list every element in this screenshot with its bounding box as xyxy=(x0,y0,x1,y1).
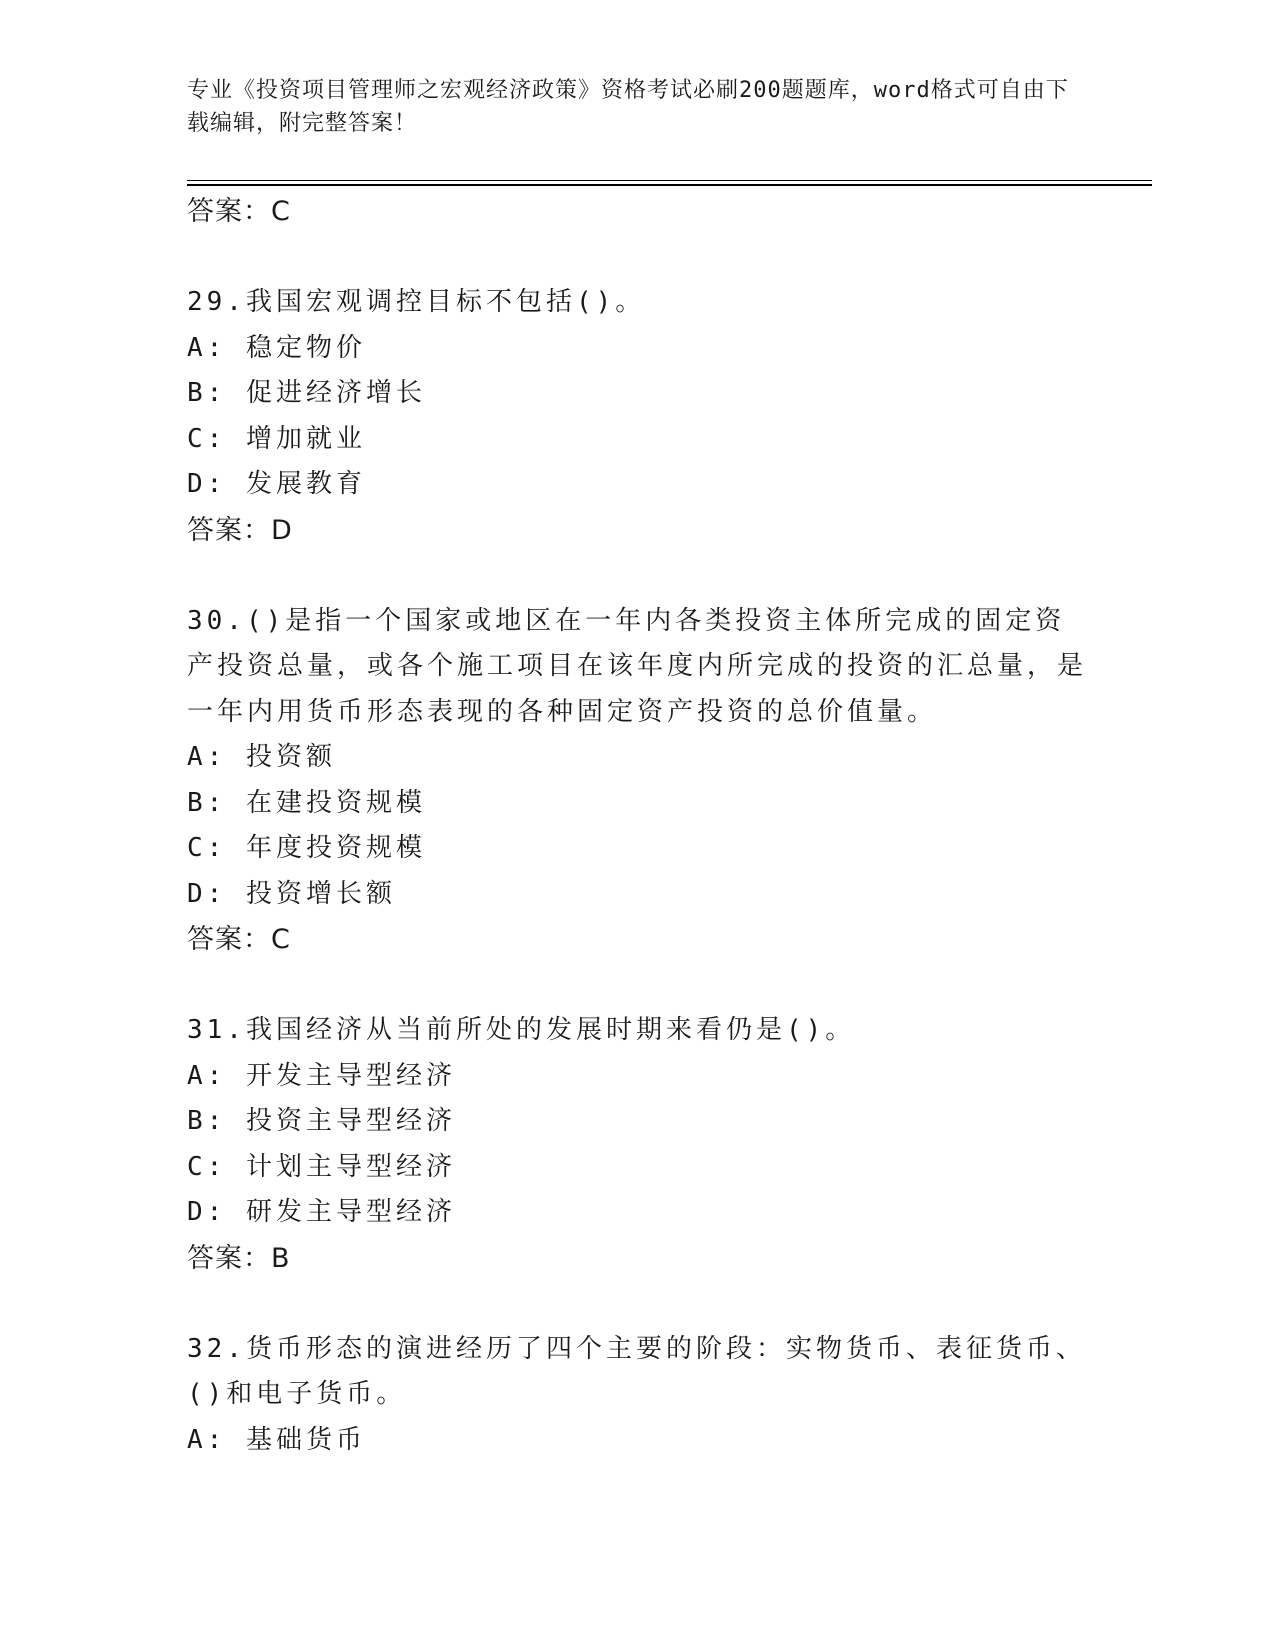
question-29-stem: 29.我国宏观调控目标不包括()。 xyxy=(187,287,646,317)
question-29-option-a: A: 稳定物价 xyxy=(187,332,366,363)
question-31-stem: 31.我国经济从当前所处的发展时期来看仍是()。 xyxy=(187,1015,856,1045)
header-intro-text: 专业《投资项目管理师之宏观经济政策》资格考试必刷200题题库，word格式可自由下载编辑，附完整答案！ xyxy=(187,78,1069,136)
question-30 xyxy=(187,599,1087,963)
question-32-stem: 32.货币形态的演进经历了四个主要的阶段：实物货币、表征货币、()和电子货币。 xyxy=(187,1333,1086,1409)
question-29-answer: 答案：D xyxy=(187,514,293,546)
question-31-option-c: C: 计划主导型经济 xyxy=(187,1151,456,1182)
question-31-option-a: A: 开发主导型经济 xyxy=(187,1060,456,1091)
question-29-option-c: C: 增加就业 xyxy=(187,423,366,454)
question-29 xyxy=(187,280,1087,553)
question-30-stem: 30.()是指一个国家或地区在一年内各类投资主体所完成的固定资产投资总量，或各个施工项目在该年度内所完成的投资的汇总量，是一年内用货币形态表现的各种固定资产投资的总价值量。 xyxy=(187,605,1088,727)
question-32 xyxy=(187,1327,1087,1464)
question-30-option-b: B: 在建投资规模 xyxy=(187,787,426,818)
question-29-option-b: B: 促进经济增长 xyxy=(187,378,426,408)
question-31-answer: 答案：B xyxy=(187,1242,291,1274)
header-divider-thick xyxy=(187,184,1152,186)
question-30-option-d: D: 投资增长额 xyxy=(187,878,396,909)
question-32-option-a: A: 基础货币 xyxy=(187,1424,366,1455)
question-30-answer: 答案：C xyxy=(187,924,291,955)
question-30-option-a: A: 投资额 xyxy=(187,742,336,772)
question-31-option-b: B: 投资主导型经济 xyxy=(187,1106,456,1136)
question-31-option-d: D: 研发主导型经济 xyxy=(187,1197,456,1227)
question-30-option-c: C: 年度投资规模 xyxy=(187,833,426,863)
document-header xyxy=(187,74,1087,140)
question-list xyxy=(187,189,1087,1463)
question-29-option-d: D: 发展教育 xyxy=(187,469,366,499)
header-divider-thin xyxy=(187,180,1152,181)
answer-line-q28: 答案：C xyxy=(187,196,291,227)
question-31 xyxy=(187,1008,1087,1281)
